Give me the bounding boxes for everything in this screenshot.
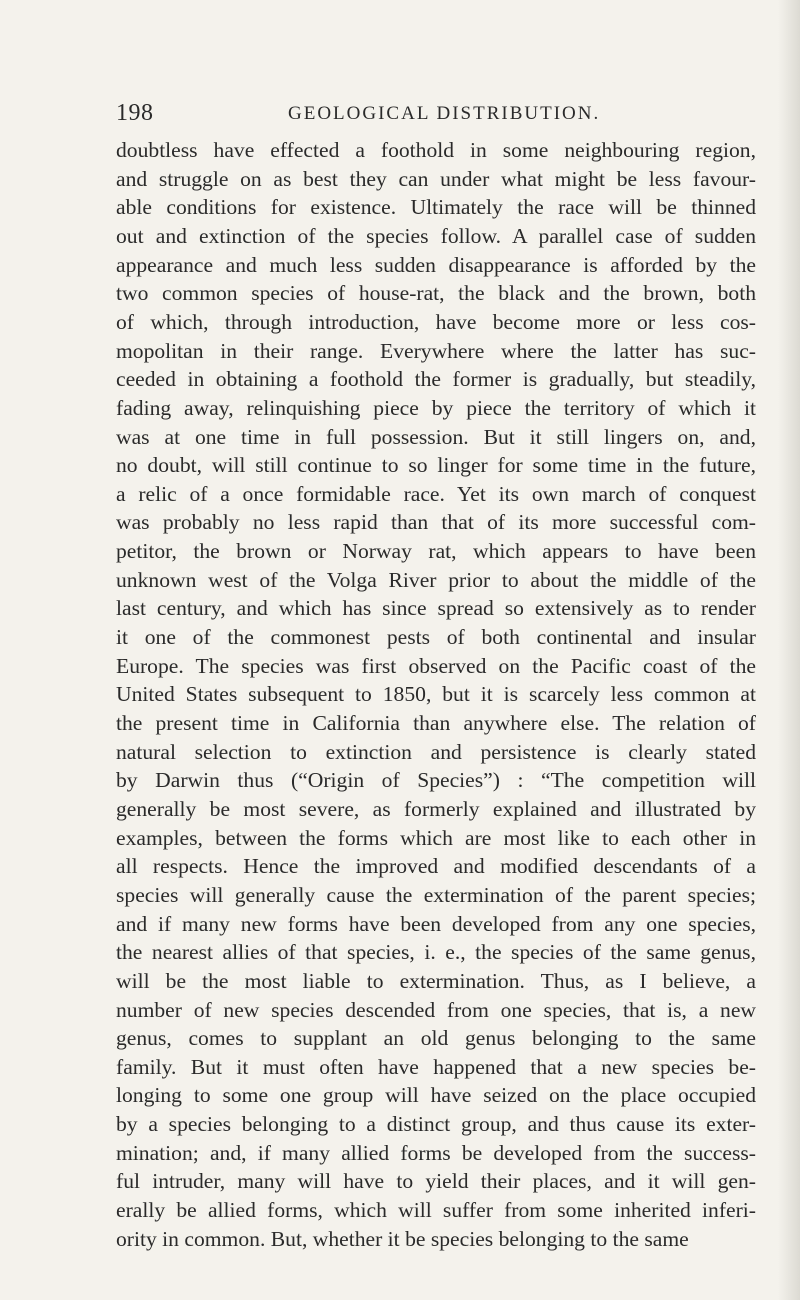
text-line: United States subsequent to 1850, but it is scarcely less common at [116,682,756,707]
text-line: ority in common. But, whether it be species belonging to the same [116,1226,689,1251]
text-line: out and extinction of the species follow. A parallel case of sudden [116,223,756,248]
text-line: ceeded in obtaining a foothold the former is gradually, but steadily, [116,367,756,392]
text-line: was probably no less rapid than that of its more successful com- [116,510,756,535]
text-line: erally be allied forms, which will suffer from some inherited inferi- [116,1198,756,1223]
text-line: no doubt, will still continue to so linger for some time in the future, [116,453,756,478]
text-line: longing to some one group will have seized on the place occupied [116,1083,756,1108]
text-line: number of new species descended from one species, that is, a new [116,997,756,1022]
text-line: family. But it must often have happened that a new species be- [116,1054,756,1079]
text-line: the present time in California than anywhere else. The relation of [116,711,756,735]
text-line: of which, through introduction, have become more or less cos- [116,309,756,334]
text-line: ful intruder, many will have to yield their places, and it will gen- [116,1169,756,1194]
page-edge-shadow [778,0,800,1300]
text-line: fading away, relinquishing piece by piece the territory of which it [116,395,756,420]
text-line: able conditions for existence. Ultimately the race will be thinned [116,195,756,220]
text-line: it one of the commonest pests of both continental and insular [116,625,756,650]
running-head: GEOLOGICAL DISTRIBUTION. [288,103,601,124]
text-line: appearance and much less sudden disappearance is afforded by the [116,252,756,277]
page-number: 198 [116,100,154,126]
text-line: by a species belonging to a distinct group, and thus cause its exter- [116,1112,756,1137]
text-line: two common species of house-rat, the black and the brown, both [116,281,756,306]
text-line: Europe. The species was first observed on the Pacific coast of the [116,653,756,678]
text-line: generally be most severe, as formerly explained and illustrated by [116,796,756,821]
text-line: species will generally cause the extermination of the parent species; [116,882,756,907]
text-line: petitor, the brown or Norway rat, which appears to have been [116,539,756,564]
text-line: all respects. Hence the improved and modified descendants of a [116,854,756,879]
text-line: natural selection to extinction and persistence is clearly stated [116,739,756,764]
text-line: a relic of a once formidable race. Yet its own march of conquest [116,481,756,506]
text-line: last century, and which has since spread so extensively as to render [116,596,756,621]
text-line: doubtless have effected a foothold in some neighbouring region, [116,138,756,162]
text-line: mination; and, if many allied forms be developed from the success- [116,1140,756,1165]
text-line: will be the most liable to extermination. Thus, as I believe, a [116,968,756,993]
text-line: and if many new forms have been developed from any one species, [116,911,756,936]
page-header [116,100,716,134]
text-line: mopolitan in their range. Everywhere where the latter has suc- [116,338,756,363]
text-line: examples, between the forms which are most like to each other in [116,825,756,850]
text-line: was at one time in full possession. But it still lingers on, and, [116,424,756,449]
text-line: the nearest allies of that species, i. e., the species of the same genus, [116,940,756,965]
text-line: and struggle on as best they can under what might be less favour- [116,166,756,191]
text-line: genus, comes to supplant an old genus belonging to the same [116,1026,756,1051]
text-line: by Darwin thus (“Origin of Species”) : “The competition will [116,768,756,793]
text-line: unknown west of the Volga River prior to about the middle of the [116,567,756,592]
